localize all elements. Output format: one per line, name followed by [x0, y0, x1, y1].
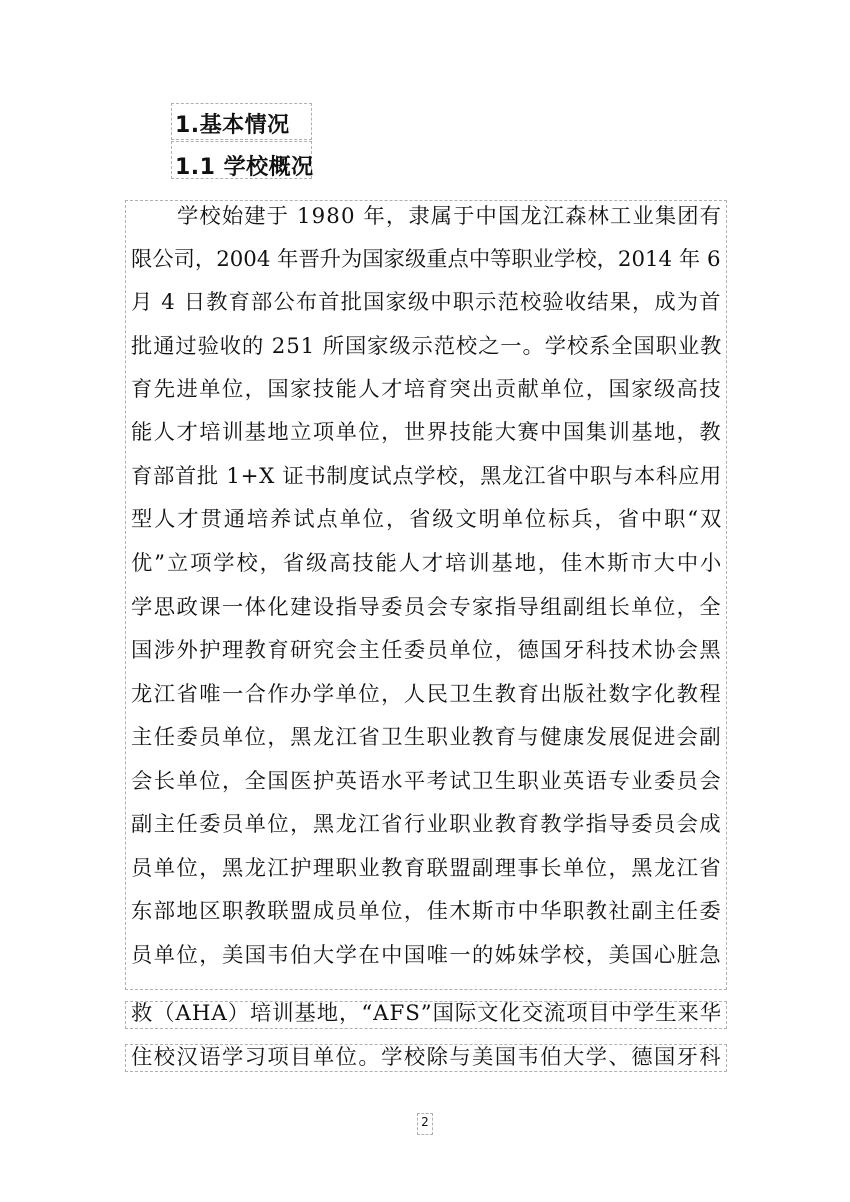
paragraph-line: 龙江省唯一合作办学单位，人民卫生教育出版社数字化教程: [131, 682, 723, 707]
paragraph-line: 育先进单位，国家技能人才培育突出贡献单位，国家级高技: [131, 377, 723, 402]
paragraph-line: 主任委员单位，黑龙江省卫生职业教育与健康发展促进会副: [131, 725, 723, 750]
section-heading: 1.基本情况: [175, 113, 290, 138]
paragraph-line: 限公司，2004 年晋升为国家级重点中等职业学校，2014 年 6: [131, 247, 721, 272]
paragraph-line: 学思政课一体化建设指导委员会专家指导组副组长单位，全: [131, 595, 723, 620]
paragraph-line: 育部首批 1+X 证书制度试点学校，黑龙江省中职与本科应用: [131, 464, 722, 489]
paragraph-line: 东部地区职教联盟成员单位，佳木斯市中华职教社副主任委: [131, 899, 723, 924]
paragraph-line: 型人才贯通培养试点单位，省级文明单位标兵，省中职“双: [131, 507, 724, 532]
paragraph-line: 救（AHA）培训基地，“AFS”国际文化交流项目中学生来华: [131, 1001, 723, 1026]
paragraph-line: 批通过验收的 251 所国家级示范校之一。学校系全国职业教: [131, 334, 723, 359]
paragraph-line: 国涉外护理教育研究会主任委员单位，德国牙科技术协会黑: [131, 638, 723, 663]
paragraph-line: 优”立项学校，省级高技能人才培训基地，佳木斯市大中小: [131, 551, 724, 576]
paragraph-line: 员单位，美国韦伯大学在中国唯一的姊妹学校，美国心脏急: [131, 943, 723, 968]
paragraph-line: 员单位，黑龙江护理职业教育联盟副理事长单位，黑龙江省: [131, 856, 723, 881]
subsection-heading: 1.1 学校概况: [175, 155, 314, 180]
page-number: 2: [421, 1115, 429, 1129]
paragraph-line: 能人才培训基地立项单位，世界技能大赛中国集训基地，教: [131, 420, 723, 445]
paragraph-line: 学校始建于 1980 年，隶属于中国龙江森林工业集团有: [177, 204, 723, 229]
paragraph-line: 会长单位，全国医护英语水平考试卫生职业英语专业委员会: [131, 769, 723, 794]
paragraph-line: 住校汉语学习项目单位。学校除与美国韦伯大学、德国牙科: [131, 1045, 723, 1070]
paragraph-line: 副主任委员单位，黑龙江省行业职业教育教学指导委员会成: [131, 812, 723, 837]
paragraph-line: 月 4 日教育部公布首批国家级中职示范校验收结果，成为首: [131, 290, 722, 315]
